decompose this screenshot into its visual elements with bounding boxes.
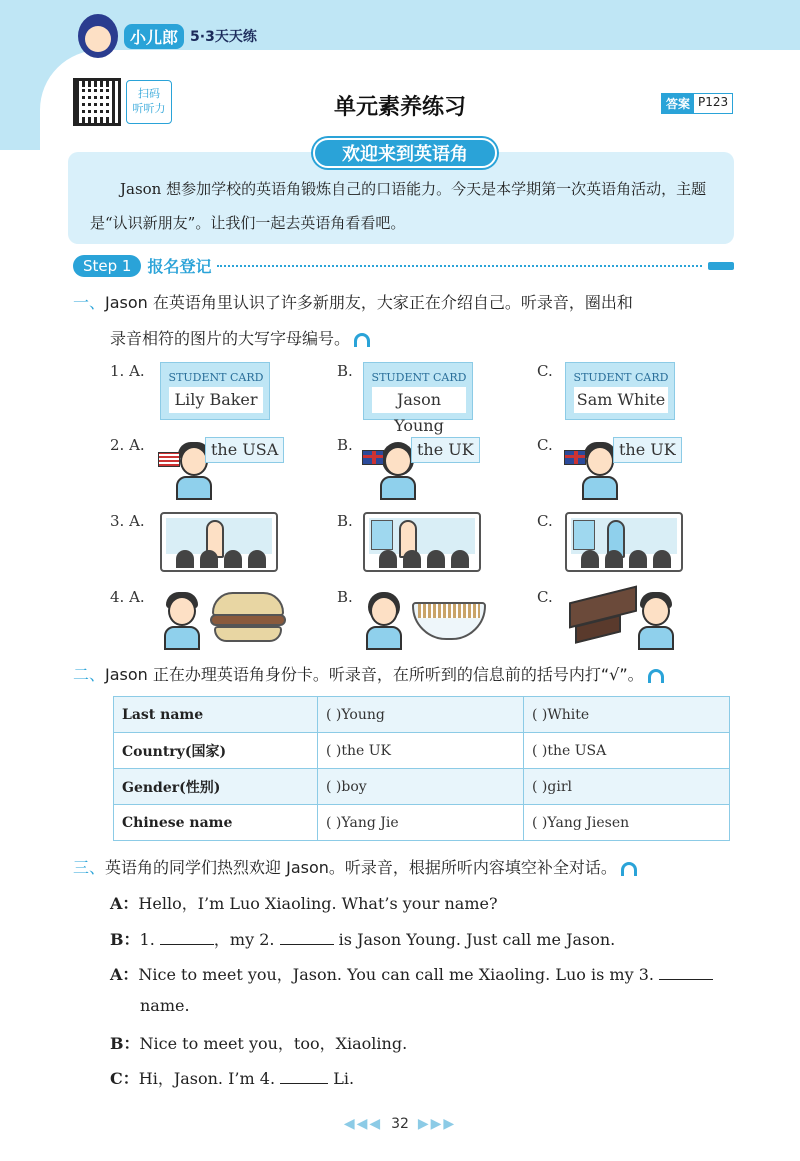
- blank-number: 1.: [139, 930, 155, 949]
- headphone-icon[interactable]: [354, 333, 370, 347]
- q1-row1-label-c: C.: [537, 362, 553, 380]
- answer-blank-3[interactable]: [659, 966, 713, 980]
- question-2-number: 二、: [73, 665, 106, 684]
- row-label: Chinese name: [114, 805, 318, 841]
- option-cell[interactable]: ( )White: [524, 697, 730, 733]
- hamburger-image[interactable]: [212, 592, 284, 644]
- option-cell[interactable]: ( )Yang Jiesen: [524, 805, 730, 841]
- card-caption: STUDENT CARD: [168, 371, 264, 384]
- section-banner: 欢迎来到英语角: [313, 138, 497, 168]
- answer-blank-2[interactable]: [280, 931, 334, 945]
- page-title: 单元素养练习: [333, 95, 466, 120]
- q1-row4-label-b: B.: [337, 588, 353, 606]
- card-name: Sam White: [574, 387, 668, 413]
- speaker: C：: [110, 1069, 139, 1088]
- table-row: [114, 697, 730, 733]
- dialogue-text: Nice to meet you，too，Xiaoling.: [139, 1034, 408, 1053]
- question-3: [73, 855, 637, 878]
- page-footer: [0, 1116, 800, 1132]
- scan-listen-label: 扫码 听听力: [126, 80, 172, 124]
- mascot-icon: [78, 14, 118, 58]
- dialogue-line-3-cont: name.: [140, 996, 190, 1015]
- q1-row3-label-b: B.: [337, 512, 353, 530]
- q1-row4-label-a: 4. A.: [110, 588, 145, 606]
- question-1: [73, 290, 633, 313]
- row-label: Gender(性别): [114, 769, 318, 805]
- dialogue-text: Nice to meet you，Jason. You can call me Xiaoling. Luo is my: [138, 965, 634, 984]
- question-3-number: 三、: [73, 858, 106, 877]
- student-card-c[interactable]: [565, 362, 675, 420]
- question-3-text: 英语角的同学们热烈欢迎 Jason。听录音，根据所听内容填空补全对话。: [105, 858, 617, 877]
- dialogue-text: Hi，Jason. I’m: [138, 1069, 255, 1088]
- card-caption: STUDENT CARD: [371, 371, 467, 384]
- answer-blank-1[interactable]: [160, 931, 214, 945]
- answer-page: P123: [698, 95, 729, 109]
- q1-row2-label-b: B.: [337, 436, 353, 454]
- answer-label: 答案: [662, 94, 694, 113]
- speaker: A：: [110, 965, 139, 984]
- blank-number: 4.: [259, 1069, 276, 1088]
- brand-logo: 小儿郎: [124, 24, 184, 49]
- q1-row3-label-a: 3. A.: [110, 512, 145, 530]
- classroom-image-b[interactable]: [363, 512, 481, 572]
- brand: [78, 14, 257, 58]
- table-row: [114, 805, 730, 841]
- dialogue-line-4: [110, 1031, 407, 1054]
- card-name: Jason Young: [372, 387, 466, 413]
- step-divider: [217, 265, 702, 267]
- option-cell[interactable]: ( )girl: [524, 769, 730, 805]
- boy-image[interactable]: [630, 586, 682, 650]
- speaker: B：: [110, 1034, 140, 1053]
- speaker: B：: [110, 930, 140, 949]
- uk-flag-icon: [362, 450, 384, 465]
- card-name: Lily Baker: [169, 387, 263, 413]
- dialogue-line-2: [110, 927, 615, 950]
- table-row: [114, 769, 730, 805]
- option-cell[interactable]: ( )Yang Jie: [318, 805, 524, 841]
- q1-row2-label-a: 2. A.: [110, 436, 145, 454]
- row-label: Last name: [114, 697, 318, 733]
- student-card-b[interactable]: [363, 362, 473, 435]
- q1-row1-label-b: B.: [337, 362, 353, 380]
- row-label: Country(国家): [114, 733, 318, 769]
- student-card-a[interactable]: [160, 362, 270, 420]
- q1-row3-label-c: C.: [537, 512, 553, 530]
- answer-blank-4[interactable]: [280, 1070, 328, 1084]
- intro-text: Jason 想参加学校的英语角锻炼自己的口语能力。今天是本学期第一次英语角活动，主题是“认识新朋友”。让我们一起去英语角看看吧。: [90, 180, 707, 232]
- question-1-line2: [110, 326, 370, 349]
- headphone-icon[interactable]: [648, 669, 664, 683]
- left-arrows-icon: ◀◀◀: [343, 1116, 383, 1132]
- dialogue-line-1: [110, 891, 498, 914]
- dialogue-text: ，my: [213, 930, 255, 949]
- question-1-number: 一、: [73, 293, 106, 312]
- question-1-text-line2: 录音相符的图片的大写字母编号。: [110, 329, 351, 348]
- dialogue-text: is Jason Young. Just call me Jason.: [338, 930, 616, 949]
- option-cell[interactable]: ( )Young: [318, 697, 524, 733]
- uk-flag-icon: [564, 450, 586, 465]
- girl-image[interactable]: [358, 586, 410, 650]
- option-cell[interactable]: ( )the USA: [524, 733, 730, 769]
- step-pill: Step 1: [73, 255, 141, 277]
- question-2: [73, 662, 664, 685]
- blank-number: 2.: [259, 930, 275, 949]
- dialogue-line-3: [110, 962, 713, 985]
- pencil-icon: [708, 262, 734, 270]
- noodles-image[interactable]: [412, 594, 486, 642]
- option-cell[interactable]: ( )the UK: [318, 733, 524, 769]
- dialogue-line-5: [110, 1066, 354, 1089]
- blank-number: 3.: [638, 965, 654, 984]
- card-caption: STUDENT CARD: [573, 371, 669, 384]
- speaker: A：: [110, 894, 139, 913]
- id-card-table: [113, 696, 730, 841]
- option-cell[interactable]: ( )boy: [318, 769, 524, 805]
- answer-reference: [661, 93, 733, 114]
- q1-row2-label-c: C.: [537, 436, 553, 454]
- q1-row1-label-a: 1. A.: [110, 362, 145, 380]
- table-row: [114, 733, 730, 769]
- country-label-b: the UK: [411, 437, 480, 463]
- brand-name: 5·3天天练: [190, 29, 257, 45]
- question-1-text-line1: Jason 在英语角里认识了许多新朋友，大家正在介绍自己。听录音，圈出和: [105, 293, 633, 312]
- right-arrows-icon: ▶▶▶: [417, 1116, 457, 1132]
- country-label-c: the UK: [613, 437, 682, 463]
- dialogue-text: Li.: [333, 1069, 355, 1088]
- boy-image[interactable]: [156, 586, 208, 650]
- classroom-image-a[interactable]: [160, 512, 278, 572]
- page-number: 32: [391, 1116, 409, 1132]
- headphone-icon[interactable]: [621, 862, 637, 876]
- step-header: [73, 254, 734, 277]
- country-label-a: the USA: [205, 437, 284, 463]
- usa-flag-icon: [158, 452, 180, 467]
- question-2-text: Jason 正在办理英语角身份卡。听录音，在所听到的信息前的括号内打“√”。: [105, 665, 644, 684]
- classroom-image-c[interactable]: [565, 512, 683, 572]
- dialogue-text: Hello，I’m Luo Xiaoling. What’s your name?: [138, 894, 498, 913]
- q1-row4-label-c: C.: [537, 588, 553, 606]
- step-title: 报名登记: [147, 257, 212, 276]
